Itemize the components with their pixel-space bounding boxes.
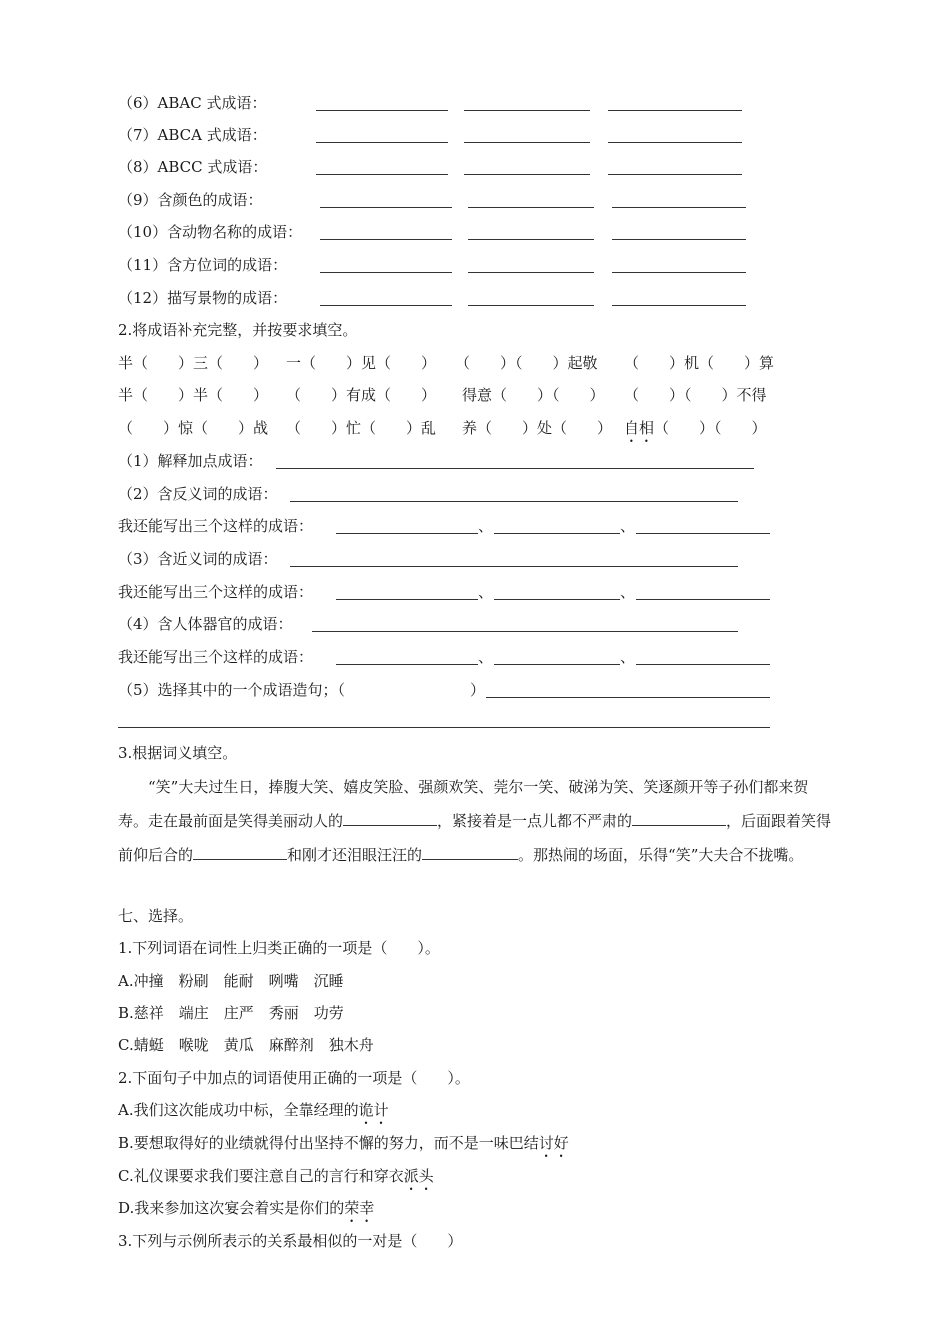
section-7-title: 七、选择。	[118, 907, 194, 925]
answer-blank[interactable]	[612, 239, 746, 240]
q1-option-b[interactable]: B.慈祥 端庄 庄严 秀丽 功劳	[118, 1004, 344, 1022]
separator: 、	[478, 583, 494, 601]
para-text: ，紧接着是一点儿都不严肃的	[437, 812, 633, 830]
answer-blank[interactable]	[464, 110, 590, 111]
answer-blank[interactable]	[290, 501, 738, 502]
sentence-close-paren: ）	[470, 681, 486, 699]
separator: 、	[620, 517, 636, 535]
answer-blank[interactable]	[494, 533, 620, 534]
option-text: B.要想取得好的业绩就得付出坚持不懈的努力，而不是一味巴结	[118, 1134, 539, 1152]
answer-blank[interactable]	[468, 239, 594, 240]
answer-blank[interactable]	[632, 809, 726, 826]
category-item-abcc: （8）ABCC 式成语：	[118, 158, 268, 176]
answer-blank[interactable]	[486, 697, 770, 698]
answer-blank[interactable]	[290, 566, 738, 567]
answer-blank[interactable]	[336, 533, 478, 534]
answer-blank[interactable]	[636, 533, 770, 534]
answer-blank[interactable]	[343, 809, 437, 826]
answer-blank[interactable]	[468, 305, 594, 306]
answer-blank[interactable]	[468, 207, 594, 208]
para-text: “笑”大夫过生日，捧腹大笑、嬉皮笑脸、强颜欢笑、莞尔一笑、破涕为笑、笑逐颜开等子孙们都来贺寿。走在最前面是笑得美丽动人的	[118, 778, 809, 830]
write-three-label: 我还能写出三个这样的成语：	[118, 517, 314, 535]
organ-label: （4）含人体器官的成语：	[118, 615, 293, 633]
q3-stem: 3.下列与示例所表示的关系最相似的一对是（ ）	[118, 1232, 463, 1250]
idiom-cell: 一（ ）见（ ）	[286, 354, 437, 372]
answer-blank[interactable]	[193, 843, 287, 860]
q1-option-a[interactable]: A.冲撞 粉刷 能耐 咧嘴 沉睡	[118, 972, 344, 990]
idiom-cell: （ ）（ ）起敬	[455, 354, 598, 372]
answer-blank[interactable]	[494, 664, 620, 665]
answer-blank[interactable]	[316, 142, 448, 143]
write-three-label: 我还能写出三个这样的成语：	[118, 583, 314, 601]
answer-blank[interactable]	[312, 631, 738, 632]
answer-blank[interactable]	[464, 174, 590, 175]
question-3-paragraph	[118, 770, 834, 872]
q2-option-d[interactable]	[118, 1198, 374, 1226]
answer-blank[interactable]	[320, 207, 452, 208]
answer-blank[interactable]	[320, 305, 452, 306]
idiom-cell-dotted: 自相（ ）（ ）	[624, 419, 767, 437]
category-item-abca: （7）ABCA 式成语：	[118, 126, 267, 144]
para-text: 和刚才还泪眼汪汪的	[287, 846, 423, 864]
option-text: C.礼仪课要求我们要注意自己的言行和穿衣	[118, 1167, 404, 1185]
answer-blank[interactable]	[608, 110, 742, 111]
answer-blank[interactable]	[118, 727, 770, 728]
idiom-cell: 养（ ）处（ ）	[462, 419, 613, 437]
idiom-cell: 半（ ）三（ ）	[118, 354, 269, 372]
dotted-word: 派头	[403, 1167, 434, 1185]
dotted-word: 荣幸	[344, 1199, 375, 1217]
idiom-cell: 半（ ）半（ ）	[118, 386, 269, 404]
answer-blank[interactable]	[320, 239, 452, 240]
answer-blank[interactable]	[422, 843, 518, 860]
answer-blank[interactable]	[612, 272, 746, 273]
answer-blank[interactable]	[494, 599, 620, 600]
separator: 、	[478, 648, 494, 666]
answer-blank[interactable]	[608, 174, 742, 175]
para-text: ，后面跟着笑得前仰后合的	[118, 812, 832, 864]
answer-blank[interactable]	[464, 142, 590, 143]
separator: 、	[620, 648, 636, 666]
para-text: 。那热闹的场面，乐得“笑”大夫合不拢嘴。	[518, 846, 804, 864]
idiom-cell: （ ）（ ）不得	[624, 386, 767, 404]
answer-blank[interactable]	[316, 110, 448, 111]
category-item-animal: （10）含动物名称的成语：	[118, 223, 303, 241]
category-item-scenery: （12）描写景物的成语：	[118, 289, 288, 307]
q2-option-b[interactable]	[118, 1133, 569, 1161]
q2-option-c[interactable]	[118, 1166, 434, 1194]
q2-stem: 2.下面句子中加点的词语使用正确的一项是（ ）。	[118, 1069, 470, 1087]
q2-option-a[interactable]	[118, 1100, 389, 1128]
question-2-title: 2.将成语补充完整，并按要求填空。	[118, 321, 358, 339]
category-item-direction: （11）含方位词的成语：	[118, 256, 288, 274]
answer-blank[interactable]	[316, 174, 448, 175]
answer-blank[interactable]	[636, 599, 770, 600]
q1-stem: 1.下列词语在词性上归类正确的一项是（ ）。	[118, 939, 440, 957]
question-3-title: 3.根据词义填空。	[118, 744, 238, 762]
idiom-cell: 得意（ ）（ ）	[462, 386, 605, 404]
answer-blank[interactable]	[336, 599, 478, 600]
answer-blank[interactable]	[612, 305, 746, 306]
separator: 、	[620, 583, 636, 601]
answer-blank[interactable]	[468, 272, 594, 273]
synonym-label: （3）含近义词的成语：	[118, 550, 278, 568]
answer-blank[interactable]	[612, 207, 746, 208]
answer-blank[interactable]	[608, 142, 742, 143]
idiom-cell: （ ）有成（ ）	[286, 386, 437, 404]
answer-blank[interactable]	[636, 664, 770, 665]
idiom-cell: （ ）惊（ ）战	[118, 419, 269, 437]
category-item-abac: （6）ABAC 式成语：	[118, 94, 267, 112]
category-item-color: （9）含颜色的成语：	[118, 191, 263, 209]
write-three-label: 我还能写出三个这样的成语：	[118, 648, 314, 666]
option-text: D.我来参加这次宴会着实是你们的	[118, 1199, 345, 1217]
sentence-label: （5）选择其中的一个成语造句；（	[118, 681, 346, 699]
answer-blank[interactable]	[276, 468, 754, 469]
separator: 、	[478, 517, 494, 535]
option-text: A.我们这次能成功中标，全靠经理的	[118, 1101, 359, 1119]
dotted-word: 诡计	[358, 1101, 389, 1119]
dotted-word: 讨好	[538, 1134, 569, 1152]
answer-blank[interactable]	[320, 272, 452, 273]
explain-label: （1）解释加点成语：	[118, 452, 263, 470]
q1-option-c[interactable]: C.蜻蜓 喉咙 黄瓜 麻醉剂 独木舟	[118, 1036, 374, 1054]
answer-blank[interactable]	[336, 664, 478, 665]
idiom-cell: （ ）忙（ ）乱	[286, 419, 437, 437]
idiom-cell: （ ）机（ ）算	[624, 354, 775, 372]
antonym-label: （2）含反义词的成语：	[118, 485, 278, 503]
